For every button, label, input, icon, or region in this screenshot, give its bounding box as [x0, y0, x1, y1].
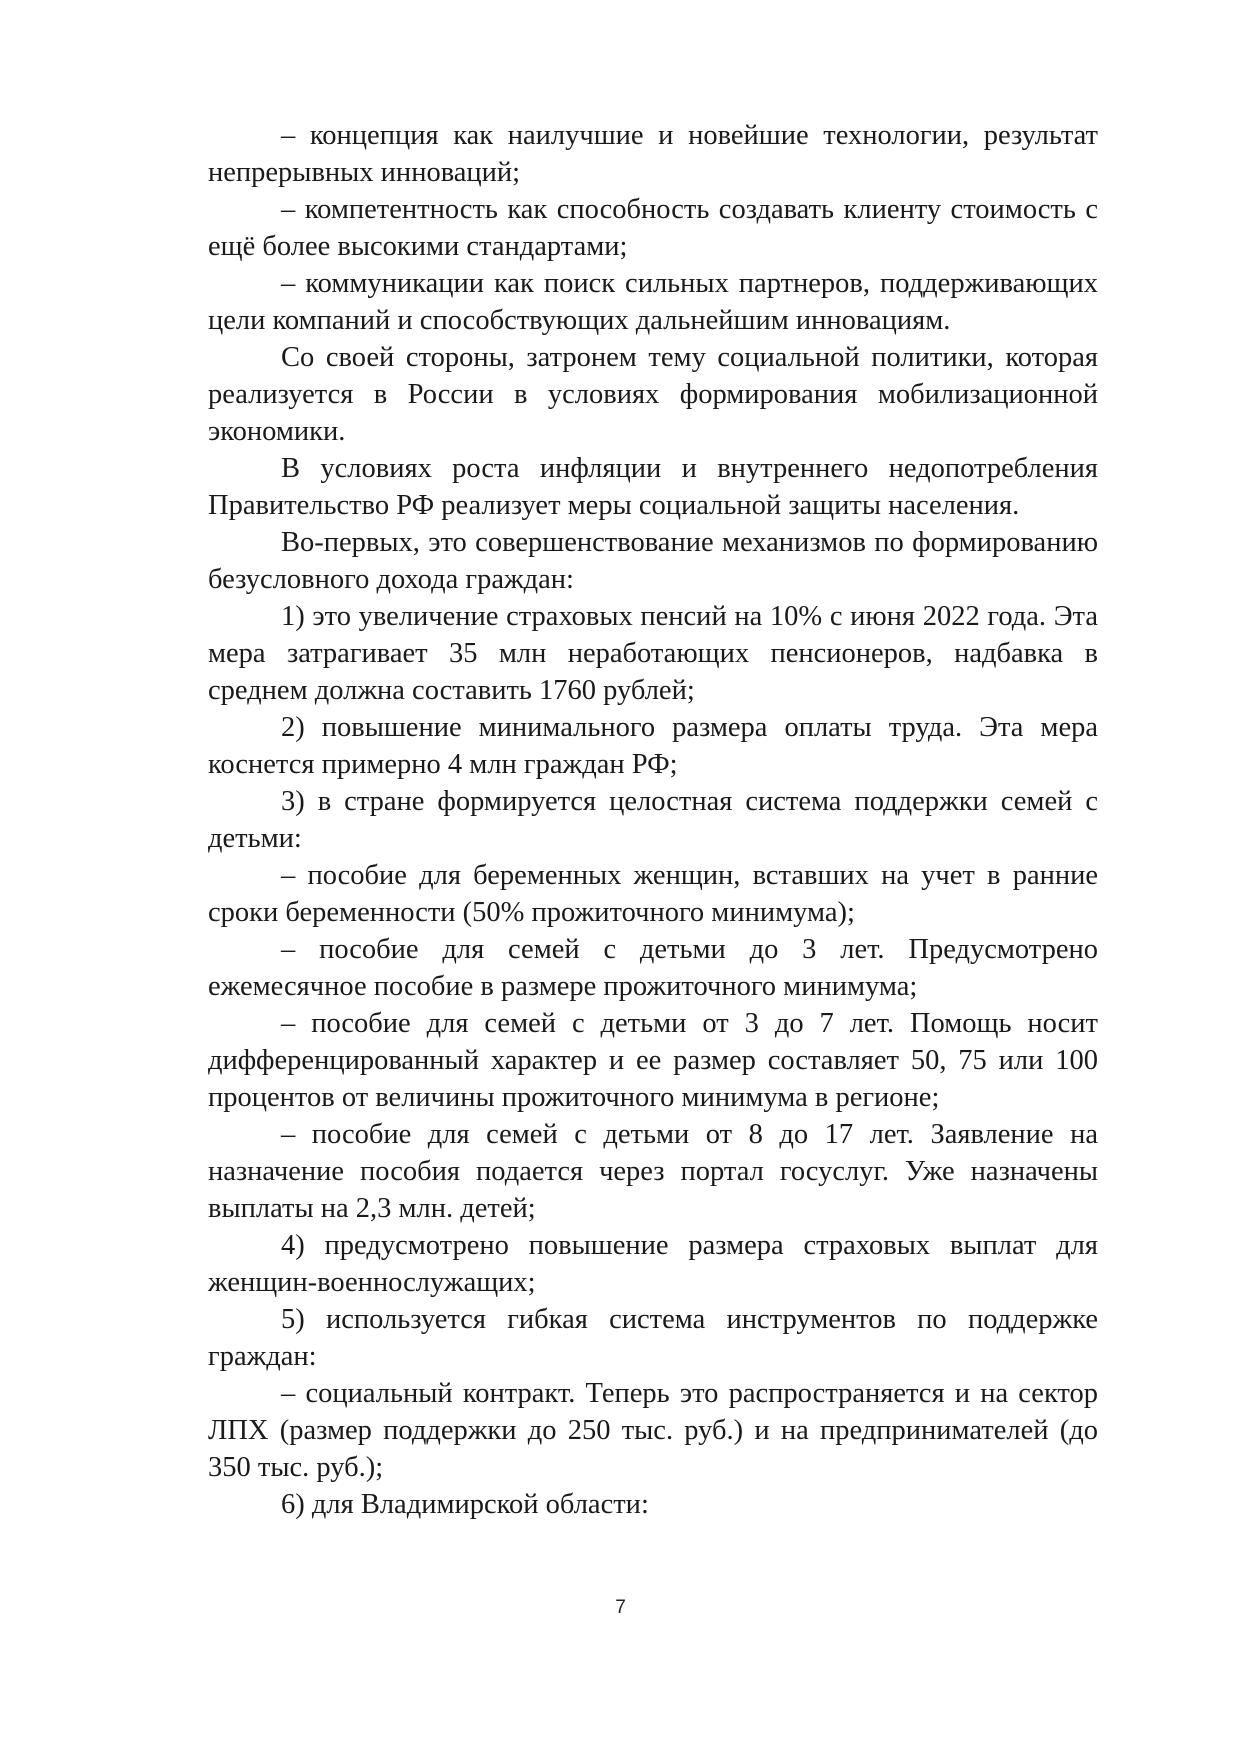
body-text — [208, 117, 1098, 1523]
paragraph-benefit-8-to-17: – пособие для семей с детьми от 8 до 17 лет. Заявление на назначение пособия подается через портал госуслуг. Уже назначены выплаты на 2,3 млн. детей; — [208, 1119, 1098, 1224]
paragraph-firstly: Во-первых, это совершенствование механизмов по формированию безусловного дохода граждан: — [208, 527, 1098, 595]
paragraph-inflation: В условиях роста инфляции и внутреннего недопотребления Правительство РФ реализует меры социальной защиты населения. — [208, 453, 1098, 521]
paragraph-communications: – коммуникации как поиск сильных партнеров, поддерживающих цели компаний и способствующих дальнейшим инновациям. — [208, 268, 1098, 336]
paragraph-item-5-instruments: 5) используется гибкая система инструментов по поддержке граждан: — [208, 1304, 1098, 1372]
paragraph-benefit-3-to-7: – пособие для семей с детьми от 3 до 7 лет. Помощь носит дифференцированный характер и ее размер составляет 50, 75 или 100 процентов от величины прожиточного минимума в регионе; — [208, 1008, 1098, 1113]
paragraph-social-policy: Со своей стороны, затронем тему социальной политики, которая реализуется в России в условиях формирования мобилизационной экономики. — [208, 342, 1098, 447]
paragraph-item-4-servicewomen: 4) предусмотрено повышение размера страховых выплат для женщин-военнослужащих; — [208, 1230, 1098, 1298]
paragraph-concept: – концепция как наилучшие и новейшие технологии, результат непрерывных инноваций; — [208, 120, 1098, 188]
page-number: 7 — [615, 1597, 626, 1618]
paragraph-social-contract: – социальный контракт. Теперь это распространяется и на сектор ЛПХ (размер поддержки до 250 тыс. руб.) и на предпринимателей (до 350 тыс. руб.); — [208, 1378, 1098, 1483]
paragraph-pregnancy-benefit: – пособие для беременных женщин, вставших на учет в ранние сроки беременности (50% прожиточного минимума); — [208, 860, 1098, 928]
paragraph-competence: – компетентность как способность создавать клиенту стоимость с ещё более высокими стандартами; — [208, 194, 1098, 262]
paragraph-benefit-under-3: – пособие для семей с детьми до 3 лет. Предусмотрено ежемесячное пособие в размере прожиточного минимума; — [208, 934, 1098, 1002]
paragraph-item-2-minimum-wage: 2) повышение минимального размера оплаты труда. Эта мера коснется примерно 4 млн граждан РФ; — [208, 712, 1098, 780]
paragraph-item-6-vladimir: 6) для Владимирской области: — [281, 1489, 649, 1520]
paragraph-item-1-pensions: 1) это увеличение страховых пенсий на 10% с июня 2022 года. Эта мера затрагивает 35 млн неработающих пенсионеров, надбавка в среднем должна составить 1760 рублей; — [208, 601, 1098, 706]
paragraph-item-3-family-support: 3) в стране формируется целостная система поддержки семей с детьми: — [208, 786, 1098, 854]
